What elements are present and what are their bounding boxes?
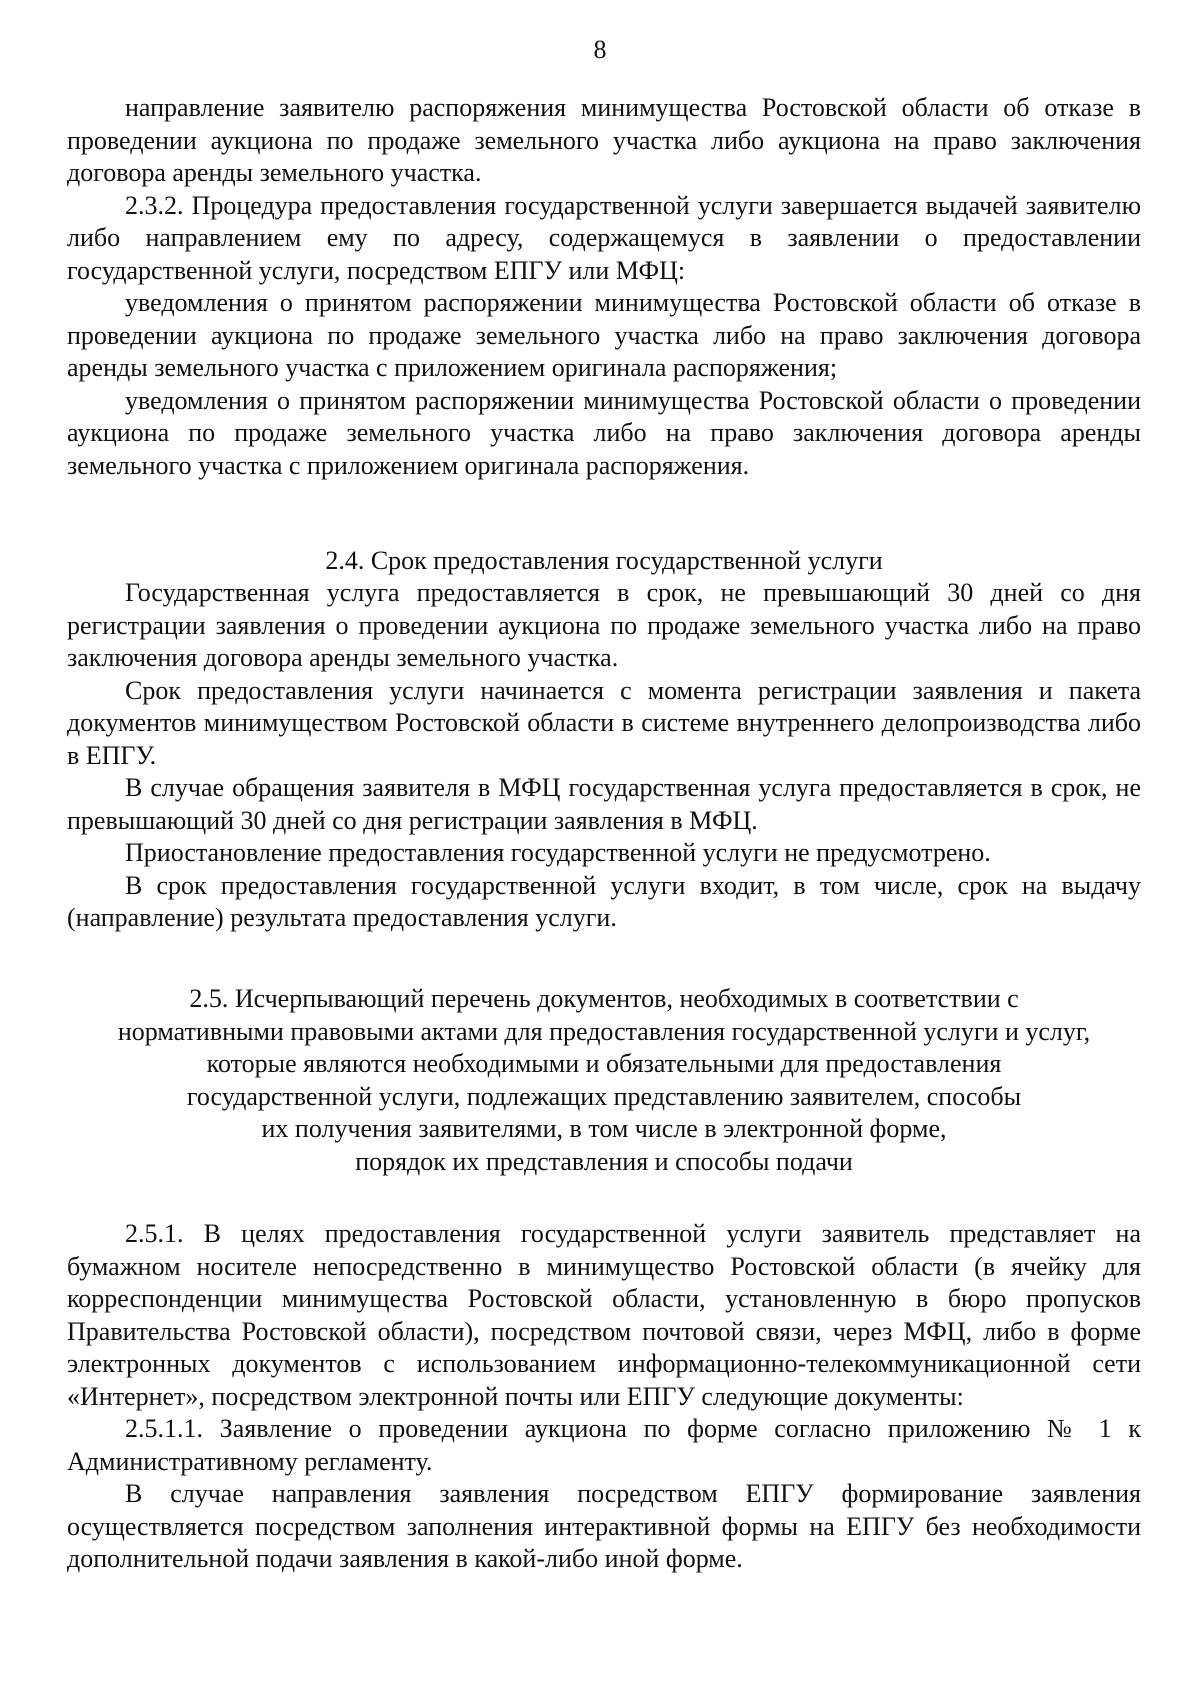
heading-line: нормативными правовыми актами для предоставления государственной услуги и услуг, [117, 1016, 1091, 1046]
heading-line: их получения заявителями, в том числе в электронной форме, [261, 1114, 947, 1143]
section-2-4-heading: 2.4. Срок предоставления государственной услуги [325, 546, 883, 575]
paragraph-2-5-1-1: 2.5.1.1. Заявление о проведении аукциона по форме согласно приложению № 1 к Административному регламенту. [67, 1414, 1141, 1476]
paragraph: В случае направления заявления посредством ЕПГУ формирование заявления осуществляется посредством заполнения интерактивной формы на ЕПГУ без необходимости дополнительной подачи заявления в какой-либо иной форме. [67, 1479, 1141, 1573]
section-2-4-body [67, 577, 1141, 935]
paragraph: уведомления о принятом распоряжении минимущества Ростовской области о проведении аукциона по продаже земельного участка либо на право заключения договора аренды земельного участка с приложением оригинала распоряжения. [67, 385, 1141, 480]
paragraph: Срок предоставления услуги начинается с момента регистрации заявления и пакета документов минимуществом Ростовской области в системе внутреннего делопроизводства либо в ЕПГУ. [67, 675, 1141, 770]
paragraph: уведомления о принятом распоряжении минимущества Ростовской области об отказе в проведении аукциона по продаже земельного участка либо на право заключения договора аренды земельного участка с приложением оригинала распоряжения; [67, 288, 1141, 382]
heading-line: 2.5. Исчерпывающий перечень документов, необходимых в соответствии с [189, 984, 1019, 1013]
paragraph-2-3-2: 2.3.2. Процедура предоставления государственной услуги завершается выдачей заявителю либо направлением ему по адресу, содержащемуся в заявлении о предоставлении государственной услуги, посредством ЕПГУ или МФЦ: [67, 190, 1141, 285]
page-number: 8 [593, 35, 607, 64]
paragraph: Приостановление предоставления государственной услуги не предусмотрено. [125, 838, 991, 867]
intro-text-block [67, 92, 1141, 482]
heading-line: государственной услуги, подлежащих представлению заявителем, способы [186, 1081, 1022, 1111]
paragraph: Государственная услуга предоставляется в срок, не превышающий 30 дней со дня регистрации заявления о проведении аукциона по продаже земельного участка либо на право заключения договора аренды земельного участка. [67, 578, 1141, 672]
paragraph: В срок предоставления государственной услуги входит, в том числе, срок на выдачу (направление) результата предоставления услуги. [67, 870, 1141, 932]
heading-line: порядок их представления и способы подачи [355, 1146, 853, 1176]
paragraph-2-5-1: 2.5.1. В целях предоставления государственной услуги заявитель представляет на бумажном носителе непосредственно в минимущество Ростовской области (в ячейку для корреспонденции минимущества Ростовской области, установленную в бюро пропусков Правительства Ростовской области), посредством почтовой связи, через МФЦ, либо в форме электронных документов с использованием информационно-телекоммуникационной сети «Интернет», посредством электронной почты или ЕПГУ следующие документы: [67, 1219, 1141, 1411]
paragraph: В случае обращения заявителя в МФЦ государственная услуга предоставляется в срок, не превышающий 30 дней со дня регистрации заявления в МФЦ. [67, 773, 1141, 835]
section-2-5-heading [67, 983, 1141, 1178]
heading-line: которые являются необходимыми и обязательными для предоставления [206, 1049, 1002, 1078]
section-2-5-body [67, 1218, 1141, 1576]
paragraph: направление заявителю распоряжения минимущества Ростовской области об отказе в проведении аукциона по продаже земельного участка либо аукциона на право заключения договора аренды земельного участка. [67, 93, 1141, 187]
